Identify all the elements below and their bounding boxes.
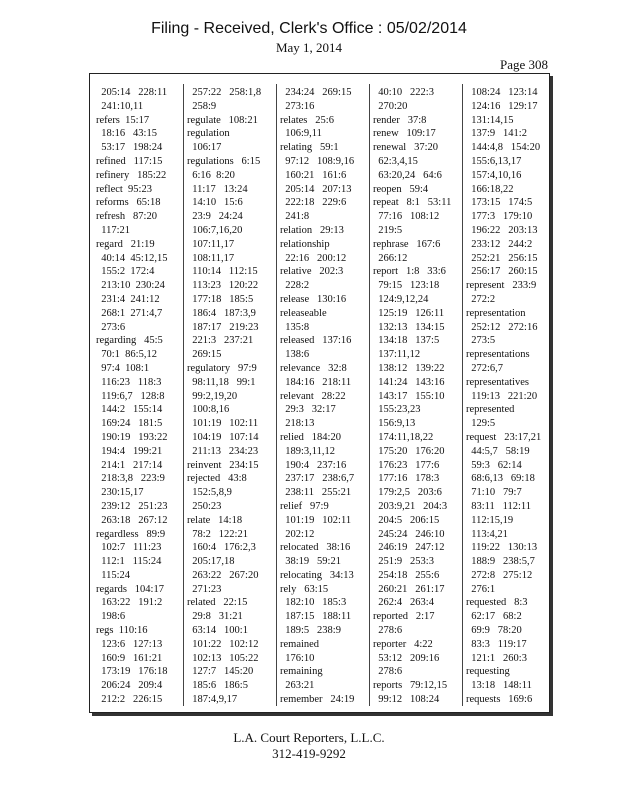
index-entry: 113:23 120:22 xyxy=(187,280,259,292)
index-entry: regardless 89:9 xyxy=(96,528,166,540)
index-entry: relied 184:20 xyxy=(280,431,341,443)
index-entry: 135:8 xyxy=(280,321,310,333)
index-entry: relocating 34:13 xyxy=(280,569,354,581)
index-entry: 230:15,17 xyxy=(96,487,144,499)
index-entry: 278:6 xyxy=(373,666,403,678)
index-entry: 234:24 269:15 xyxy=(280,87,352,98)
index-entry: 155:2 172:4 xyxy=(96,266,155,278)
index-entry: reinvent 234:15 xyxy=(187,459,259,471)
index-entry: 218:13 xyxy=(280,418,315,430)
index-entry: 116:23 118:3 xyxy=(96,376,162,388)
index-entry: 272:2 xyxy=(466,293,496,305)
index-entry: 112:1 115:24 xyxy=(96,556,162,568)
index-entry: represented xyxy=(466,404,515,416)
index-column-5 xyxy=(466,86,550,706)
index-entry: 134:18 137:5 xyxy=(373,335,440,347)
index-entry: 182:10 185:3 xyxy=(280,597,347,609)
index-entry: 53:17 198:24 xyxy=(96,142,163,154)
index-entry: 11:17 13:24 xyxy=(187,183,248,195)
index-entry: 214:1 217:14 xyxy=(96,459,163,471)
index-entry: 211:13 234:23 xyxy=(187,445,259,457)
index-entry: 144:4,8 154:20 xyxy=(466,142,541,154)
index-column-3 xyxy=(280,86,366,706)
index-entry: regulations 6:15 xyxy=(187,155,261,167)
index-entry: 198:6 xyxy=(96,611,126,623)
index-entry: 40:14 45:12,15 xyxy=(96,252,168,264)
index-entry: requests 169:6 xyxy=(466,694,533,706)
index-entry: 205:14 207:13 xyxy=(280,183,352,195)
index-entry: 202:12 xyxy=(280,528,315,540)
index-column-1 xyxy=(96,86,182,706)
index-entry: relation 29:13 xyxy=(280,224,344,236)
index-entry: 173:15 174:5 xyxy=(466,197,533,209)
index-entry: 79:15 123:18 xyxy=(373,280,440,292)
index-entry: releaseable xyxy=(280,307,327,319)
index-entry: 250:23 xyxy=(187,500,222,512)
index-entry: 187:4,9,17 xyxy=(187,694,238,706)
index-entry: 141:24 143:16 xyxy=(373,376,445,388)
index-entry: 241:8 xyxy=(280,211,310,223)
index-entry: 155:6,13,17 xyxy=(466,155,522,167)
column-divider xyxy=(276,84,277,706)
index-entry: 152:5,8,9 xyxy=(187,487,232,499)
index-entry: 144:2 155:14 xyxy=(96,404,163,416)
index-entry: 206:24 209:4 xyxy=(96,680,163,692)
index-entry: relief 97:9 xyxy=(280,500,329,512)
index-entry: 218:3,8 223:9 xyxy=(96,473,165,485)
index-entry: reopen 59:4 xyxy=(373,183,429,195)
index-entry: relocated 38:16 xyxy=(280,542,351,554)
index-entry: 273:5 xyxy=(466,335,496,347)
index-entry: 263:22 267:20 xyxy=(187,569,259,581)
index-entry: 99:2,19,20 xyxy=(187,390,238,402)
index-entry: refers 15:17 xyxy=(96,114,150,126)
index-entry: 138:6 xyxy=(280,349,310,361)
index-entry: release 130:16 xyxy=(280,293,347,305)
index-entry: 228:2 xyxy=(280,280,310,292)
index-entry: report 1:8 33:6 xyxy=(373,266,446,278)
index-entry: 108:24 123:14 xyxy=(466,87,538,98)
index-entry: 237:17 238:6,7 xyxy=(280,473,355,485)
index-entry: 185:6 186:5 xyxy=(187,680,248,692)
index-entry: 251:9 253:3 xyxy=(373,556,434,568)
index-entry: request 23:17,21 xyxy=(466,431,542,443)
index-entry: 110:14 112:15 xyxy=(187,266,258,278)
index-entry: 104:19 107:14 xyxy=(187,431,259,443)
index-entry: released 137:16 xyxy=(280,335,352,347)
index-entry: 18:16 43:15 xyxy=(96,128,157,140)
index-entry: 62:3,4,15 xyxy=(373,155,418,167)
footer-company: L.A. Court Reporters, L.L.C. xyxy=(233,730,385,745)
index-entry: rely 63:15 xyxy=(280,583,329,595)
index-entry: 189:5 238:9 xyxy=(280,625,341,637)
index-entry: 270:20 xyxy=(373,100,408,112)
page-number: Page 308 xyxy=(499,57,548,72)
index-entry: 106:7,16,20 xyxy=(187,224,243,236)
index-entry: 190:19 193:22 xyxy=(96,431,168,443)
index-entry: reforms 65:18 xyxy=(96,197,161,209)
index-entry: 124:9,12,24 xyxy=(373,293,429,305)
index-entry: 138:12 139:22 xyxy=(373,362,445,374)
index-entry: 83:11 112:11 xyxy=(466,500,532,512)
index-entry: 83:3 119:17 xyxy=(466,638,527,650)
index-entry: 123:6 127:13 xyxy=(96,638,163,650)
index-entry: 119:6,7 128:8 xyxy=(96,390,165,402)
index-entry: 101:22 102:12 xyxy=(187,638,259,650)
index-entry: 137:11,12 xyxy=(373,349,421,361)
index-entry: refined 117:15 xyxy=(96,155,163,167)
index-entry: 132:13 134:15 xyxy=(373,321,445,333)
index-entry: 97:12 108:9,16 xyxy=(280,155,355,167)
index-entry: 100:8,16 xyxy=(187,404,230,416)
index-entry: 187:17 219:23 xyxy=(187,321,259,333)
index-entry: 173:19 176:18 xyxy=(96,666,168,678)
index-entry: 266:12 xyxy=(373,252,408,264)
index-entry: 157:4,10,16 xyxy=(466,169,522,181)
index-entry: representatives xyxy=(466,376,529,388)
index-entry: remained xyxy=(280,638,320,650)
index-entry: related 22:15 xyxy=(187,597,248,609)
index-entry: 23:9 24:24 xyxy=(187,211,243,223)
index-entry: relates 25:6 xyxy=(280,114,334,126)
index-entry: 163:22 191:2 xyxy=(96,597,163,609)
index-entry: 129:5 xyxy=(466,418,496,430)
index-entry: 119:22 130:13 xyxy=(466,542,538,554)
index-entry: regs 110:16 xyxy=(96,625,148,637)
index-entry: 40:10 222:3 xyxy=(373,87,434,98)
index-entry: reported 2:17 xyxy=(373,611,435,623)
index-entry: reports 79:12,15 xyxy=(373,680,448,692)
index-entry: 177:3 179:10 xyxy=(466,211,533,223)
index-entry: 252:21 256:15 xyxy=(466,252,538,264)
index-entry: remember 24:19 xyxy=(280,694,355,706)
index-entry: 124:16 129:17 xyxy=(466,100,538,112)
index-entry: 108:11,17 xyxy=(187,252,235,264)
index-entry: 246:19 247:12 xyxy=(373,542,445,554)
index-entry: 204:5 206:15 xyxy=(373,514,440,526)
index-entry: 268:1 271:4,7 xyxy=(96,307,163,319)
index-entry: 71:10 79:7 xyxy=(466,487,522,499)
index-entry: 131:14,15 xyxy=(466,114,514,126)
index-entry: 179:2,5 203:6 xyxy=(373,487,442,499)
index-entry: 29:8 31:21 xyxy=(187,611,243,623)
index-entry: 213:10 230:24 xyxy=(96,280,165,292)
index-entry: rephrase 167:6 xyxy=(373,238,441,250)
index-entry: 262:4 263:4 xyxy=(373,597,434,609)
index-entry: 112:15,19 xyxy=(466,514,514,526)
index-entry: 160:9 161:21 xyxy=(96,652,163,664)
index-entry: 63:14 100:1 xyxy=(187,625,248,637)
index-entry: represent 233:9 xyxy=(466,280,537,292)
index-entry: 269:15 xyxy=(187,349,222,361)
index-entry: 175:20 176:20 xyxy=(373,445,445,457)
index-entry: 254:18 255:6 xyxy=(373,569,440,581)
index-entry: 184:16 218:11 xyxy=(280,376,352,388)
index-entry: 272:6,7 xyxy=(466,362,504,374)
index-entry: 231:4 241:12 xyxy=(96,293,160,305)
index-frame xyxy=(89,73,550,713)
index-entry: 77:16 108:12 xyxy=(373,211,440,223)
index-entry: 273:16 xyxy=(280,100,315,112)
index-entry: relevance 32:8 xyxy=(280,362,347,374)
index-entry: renew 109:17 xyxy=(373,128,436,140)
index-entry: 44:5,7 58:19 xyxy=(466,445,530,457)
index-entry: rejected 43:8 xyxy=(187,473,247,485)
index-entry: 68:6,13 69:18 xyxy=(466,473,535,485)
index-entry: 245:24 246:10 xyxy=(373,528,445,540)
index-entry: 143:17 155:10 xyxy=(373,390,445,402)
index-entry: regulatory 97:9 xyxy=(187,362,257,374)
index-entry: regulate 108:21 xyxy=(187,114,258,126)
index-entry: 239:12 251:23 xyxy=(96,500,168,512)
index-entry: 62:17 68:2 xyxy=(466,611,522,623)
index-entry: 176:10 xyxy=(280,652,315,664)
index-entry: 69:9 78:20 xyxy=(466,625,522,637)
index-entry: 187:15 188:11 xyxy=(280,611,352,623)
index-entry: 205:17,18 xyxy=(187,556,235,568)
index-entry: regard 21:19 xyxy=(96,238,155,250)
index-entry: 125:19 126:11 xyxy=(373,307,445,319)
index-column-2 xyxy=(187,86,273,706)
index-entry: 160:4 176:2,3 xyxy=(187,542,256,554)
column-divider xyxy=(183,84,184,706)
index-entry: 107:11,17 xyxy=(187,238,235,250)
index-entry: 99:12 108:24 xyxy=(373,694,440,706)
index-entry: 260:21 261:17 xyxy=(373,583,445,595)
index-entry: 127:7 145:20 xyxy=(187,666,254,678)
index-entry: 156:9,13 xyxy=(373,418,416,430)
index-entry: 14:10 15:6 xyxy=(187,197,243,209)
index-entry: requesting xyxy=(466,666,510,678)
index-entry: 63:20,24 64:6 xyxy=(373,169,442,181)
index-entry: 177:18 185:5 xyxy=(187,293,254,305)
index-entry: 222:18 229:6 xyxy=(280,197,347,209)
index-entry: renewal 37:20 xyxy=(373,142,439,154)
index-entry: relating 59:1 xyxy=(280,142,339,154)
index-entry: 98:11,18 99:1 xyxy=(187,376,256,388)
index-entry: 155:23,23 xyxy=(373,404,421,416)
index-entry: 190:4 237:16 xyxy=(280,459,347,471)
footer-phone: 312-419-9292 xyxy=(272,746,346,761)
index-entry: representations xyxy=(466,349,530,361)
index-entry: requested 8:3 xyxy=(466,597,528,609)
index-entry: 6:16 8:20 xyxy=(187,169,235,181)
index-entry: 212:2 226:15 xyxy=(96,694,163,706)
index-entry: regulation xyxy=(187,128,230,140)
index-entry: 263:18 267:12 xyxy=(96,514,168,526)
index-entry: 252:12 272:16 xyxy=(466,321,538,333)
index-entry: 219:5 xyxy=(373,224,403,236)
index-entry: refinery 185:22 xyxy=(96,169,167,181)
index-entry: remaining xyxy=(280,666,323,678)
index-entry: 115:24 xyxy=(96,569,131,581)
index-entry: relative 202:3 xyxy=(280,266,344,278)
index-entry: 241:10,11 xyxy=(96,100,144,112)
index-entry: 106:9,11 xyxy=(280,128,322,140)
index-entry: 137:9 141:2 xyxy=(466,128,527,140)
document-date: May 1, 2014 xyxy=(275,40,343,55)
index-entry: 97:4 108:1 xyxy=(96,362,150,374)
index-entry: 257:22 258:1,8 xyxy=(187,87,262,98)
index-entry: 278:6 xyxy=(373,625,403,637)
index-entry: 13:18 148:11 xyxy=(466,680,532,692)
index-entry: 101:19 102:11 xyxy=(280,514,352,526)
filing-header: Filing - Received, Clerk's Office : 05/02/2014 xyxy=(151,20,467,37)
index-entry: 177:16 178:3 xyxy=(373,473,440,485)
index-entry: 59:3 62:14 xyxy=(466,459,522,471)
index-entry: representation xyxy=(466,307,526,319)
index-entry: reporter 4:22 xyxy=(373,638,433,650)
index-entry: 176:23 177:6 xyxy=(373,459,440,471)
column-divider xyxy=(369,84,370,706)
index-entry: 186:4 187:3,9 xyxy=(187,307,256,319)
index-entry: 272:8 275:12 xyxy=(466,569,533,581)
index-entry: 102:7 111:23 xyxy=(96,542,162,554)
index-entry: 276:1 xyxy=(466,583,496,595)
index-entry: 121:1 260:3 xyxy=(466,652,527,664)
index-entry: 78:2 122:21 xyxy=(187,528,248,540)
index-entry: 117:21 xyxy=(96,224,131,236)
index-entry: 196:22 203:13 xyxy=(466,224,538,236)
index-entry: 113:4,21 xyxy=(466,528,508,540)
index-entry: 233:12 244:2 xyxy=(466,238,533,250)
index-entry: 205:14 228:11 xyxy=(96,87,168,98)
index-entry: relate 14:18 xyxy=(187,514,243,526)
index-entry: 258:9 xyxy=(187,100,217,112)
index-entry: 203:9,21 204:3 xyxy=(373,500,448,512)
index-entry: regarding 45:5 xyxy=(96,335,163,347)
index-entry: 102:13 105:22 xyxy=(187,652,259,664)
index-entry: 188:9 238:5,7 xyxy=(466,556,535,568)
index-entry: 101:19 102:11 xyxy=(187,418,259,430)
index-entry: refresh 87:20 xyxy=(96,211,157,223)
index-entry: render 37:8 xyxy=(373,114,427,126)
index-entry: 271:23 xyxy=(187,583,222,595)
index-entry: relationship xyxy=(280,238,330,250)
index-entry: 221:3 237:21 xyxy=(187,335,254,347)
index-entry: 194:4 199:21 xyxy=(96,445,163,457)
index-entry: 38:19 59:21 xyxy=(280,556,341,568)
index-entry: 238:11 255:21 xyxy=(280,487,352,499)
index-entry: 119:13 221:20 xyxy=(466,390,538,402)
index-entry: 256:17 260:15 xyxy=(466,266,538,278)
index-entry: regards 104:17 xyxy=(96,583,164,595)
index-entry: 70:1 86:5,12 xyxy=(96,349,157,361)
index-entry: 273:6 xyxy=(96,321,126,333)
index-entry: 53:12 209:16 xyxy=(373,652,440,664)
index-entry: relevant 28:22 xyxy=(280,390,346,402)
index-entry: 169:24 181:5 xyxy=(96,418,163,430)
index-entry: 166:18,22 xyxy=(466,183,514,195)
index-entry: 106:17 xyxy=(187,142,222,154)
index-entry: 160:21 161:6 xyxy=(280,169,347,181)
index-entry: 29:3 32:17 xyxy=(280,404,336,416)
index-entry: 263:21 xyxy=(280,680,315,692)
index-column-4 xyxy=(373,86,459,706)
index-entry: reflect 95:23 xyxy=(96,183,152,195)
index-entry: repeat 8:1 53:11 xyxy=(373,197,452,209)
index-entry: 174:11,18,22 xyxy=(373,431,434,443)
column-divider xyxy=(462,84,463,706)
index-entry: 22:16 200:12 xyxy=(280,252,347,264)
index-entry: 189:3,11,12 xyxy=(280,445,336,457)
